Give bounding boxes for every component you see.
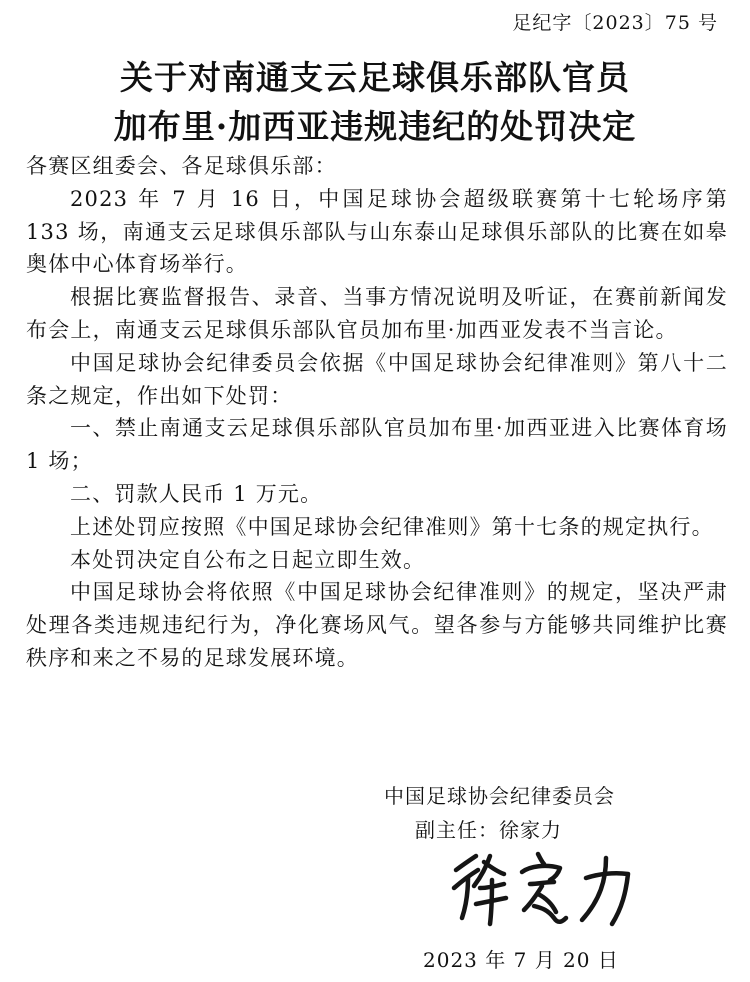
handwritten-signature — [446, 848, 646, 932]
paragraph-legal-basis: 中国足球协会纪律委员会依据《中国足球协会纪律准则》第八十二条之规定，作出如下处罚： — [26, 350, 728, 408]
paragraph-execution: 上述处罚应按照《中国足球协会纪律准则》第十七条的规定执行。 — [70, 514, 714, 539]
document-body — [26, 150, 728, 675]
salutation: 各赛区组委会、各足球俱乐部： — [26, 154, 337, 178]
deputy-director-line: 副主任：徐家力 — [415, 818, 562, 842]
signing-organization: 中国足球协会纪律委员会 — [384, 784, 615, 808]
paragraph-penalty-1: 一、禁止南通支云足球俱乐部队官员加布里·加西亚进入比赛体育场 1 场； — [26, 416, 728, 474]
paragraph-closing: 中国足球协会将依照《中国足球协会纪律准则》的规定，坚决严肃处理各类违规违纪行为，净化赛场风气。望各参与方能够共同维护比赛秩序和来之不易的足球发展环境。 — [26, 580, 728, 670]
paragraph-penalty-2: 二、罚款人民币 1 万元。 — [70, 481, 323, 506]
paragraph-findings: 根据比赛监督报告、录音、当事方情况说明及听证，在赛前新闻发布会上，南通支云足球俱乐部队官员加布里·加西亚发表不当言论。 — [26, 285, 728, 342]
document-number: 足纪字〔2023〕75 号 — [512, 12, 718, 34]
paragraph-match-info: 2023 年 7 月 16 日，中国足球协会超级联赛第十七轮场序第 133 场，南通支云足球俱乐部队与山东泰山足球俱乐部队的比赛在如皋奥体中心体育场举行。 — [26, 186, 728, 277]
paragraph-effective: 本处罚决定自公布之日起立即生效。 — [70, 547, 426, 572]
document-title-line-1: 关于对南通支云足球俱乐部队官员 — [120, 58, 630, 97]
document-title-line-2: 加布里·加西亚违规违纪的处罚决定 — [113, 107, 637, 146]
signing-date: 2023 年 7 月 20 日 — [423, 948, 619, 972]
